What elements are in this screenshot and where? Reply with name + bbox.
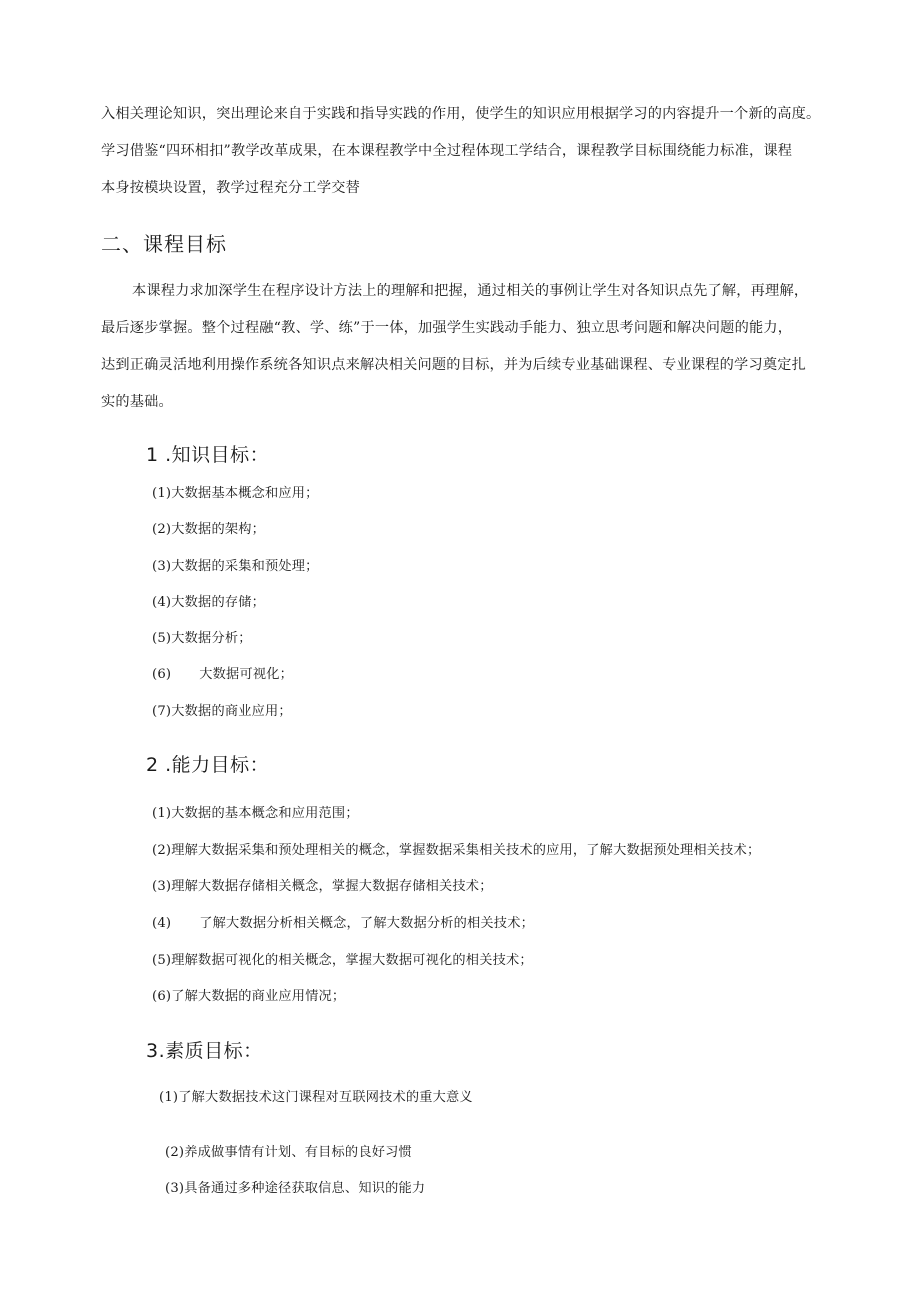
item-number: (5) bbox=[152, 631, 172, 646]
knowledge-item bbox=[152, 591, 265, 610]
knowledge-item bbox=[152, 663, 293, 682]
item-text: 大数据的架构； bbox=[171, 522, 265, 537]
intro-line-2: 学习借鉴“四环相扣”教学改革成果，在本课程教学中全过程体现工学结合，课程教学目标围绕能力标准，课程 bbox=[101, 143, 793, 159]
item-number: (1) bbox=[159, 1090, 179, 1105]
ability-item bbox=[152, 802, 359, 821]
item-number: (6) bbox=[152, 989, 172, 1004]
item-text: 大数据的基本概念和应用范围； bbox=[171, 806, 359, 821]
item-number: (3) bbox=[152, 559, 172, 574]
item-text: 大数据基本概念和应用； bbox=[171, 486, 319, 501]
knowledge-item bbox=[152, 700, 292, 719]
quality-item bbox=[165, 1141, 412, 1160]
item-text: 了解大数据分析相关概念，了解大数据分析的相关技术； bbox=[199, 916, 534, 931]
objectives-para-line-2: 最后逐步掌握。整个过程融“教、学、练”于一体，加强学生实践动手能力、独立思考问题和解决问题的能力， bbox=[101, 320, 793, 336]
objectives-para-line-4: 实的基础。 bbox=[101, 394, 173, 410]
knowledge-item bbox=[152, 518, 265, 537]
item-text: 理解数据可视化的相关概念，掌握大数据可视化的相关技术； bbox=[171, 953, 533, 968]
item-text: 了解大数据的商业应用情况； bbox=[171, 989, 346, 1004]
objectives-para-line-3: 达到正确灵活地利用操作系统各知识点来解决相关问题的目标，并为后续专业基础课程、专业课程的学习奠定扎 bbox=[101, 357, 806, 373]
item-number: (1) bbox=[152, 806, 172, 821]
item-text: 理解大数据存储相关概念，掌握大数据存储相关技术； bbox=[171, 879, 493, 894]
item-text: 大数据的采集和预处理； bbox=[171, 559, 319, 574]
objectives-para-line-1: 本课程力求加深学生在程序设计方法上的理解和把握，通过相关的事例让学生对各知识点先了解，再理解， bbox=[132, 283, 809, 299]
knowledge-item bbox=[152, 482, 319, 501]
item-number: (3) bbox=[152, 879, 172, 894]
item-text: 具备通过多种途径获取信息、知识的能力 bbox=[184, 1181, 426, 1196]
item-text: 大数据的存储； bbox=[171, 595, 265, 610]
section-heading-course-objectives: 二、课程目标 bbox=[101, 232, 227, 256]
ability-item bbox=[152, 875, 493, 894]
item-text: 大数据的商业应用； bbox=[171, 704, 292, 719]
knowledge-item bbox=[152, 627, 252, 646]
knowledge-item bbox=[152, 555, 319, 574]
item-number: (5) bbox=[152, 953, 172, 968]
ability-item bbox=[152, 949, 533, 968]
item-number: (2) bbox=[152, 522, 172, 537]
item-number: (4) bbox=[152, 916, 172, 931]
item-text: 理解大数据采集和预处理相关的概念，掌握数据采集相关技术的应用，了解大数据预处理相关技术； bbox=[171, 843, 761, 858]
item-text: 养成做事情有计划、有目标的良好习惯 bbox=[184, 1145, 412, 1160]
ability-item bbox=[152, 985, 345, 1004]
quality-objectives-heading: 3.素质目标： bbox=[146, 1040, 263, 1062]
item-text: 大数据可视化； bbox=[199, 667, 293, 682]
ability-item bbox=[152, 839, 760, 858]
item-number: (1) bbox=[152, 486, 172, 501]
intro-line-1: 入相关理论知识，突出理论来自于实践和指导实践的作用，使学生的知识应用根据学习的内容提升一个新的高度。 bbox=[101, 106, 821, 122]
quality-item bbox=[159, 1086, 473, 1105]
item-number: (6) bbox=[152, 667, 172, 682]
item-text: 了解大数据技术这门课程对互联网技术的重大意义 bbox=[178, 1090, 473, 1105]
item-number: (2) bbox=[165, 1145, 185, 1160]
item-number: (7) bbox=[152, 704, 172, 719]
ability-objectives-heading: 2 .能力目标： bbox=[146, 754, 270, 776]
ability-item bbox=[152, 912, 534, 931]
item-number: (4) bbox=[152, 595, 172, 610]
intro-line-3: 本身按模块设置，教学过程充分工学交替 bbox=[101, 180, 360, 196]
knowledge-objectives-heading: 1 .知识目标： bbox=[146, 444, 270, 466]
item-number: (2) bbox=[152, 843, 172, 858]
item-text: 大数据分析； bbox=[171, 631, 252, 646]
item-number: (3) bbox=[165, 1181, 185, 1196]
quality-item bbox=[165, 1177, 425, 1196]
